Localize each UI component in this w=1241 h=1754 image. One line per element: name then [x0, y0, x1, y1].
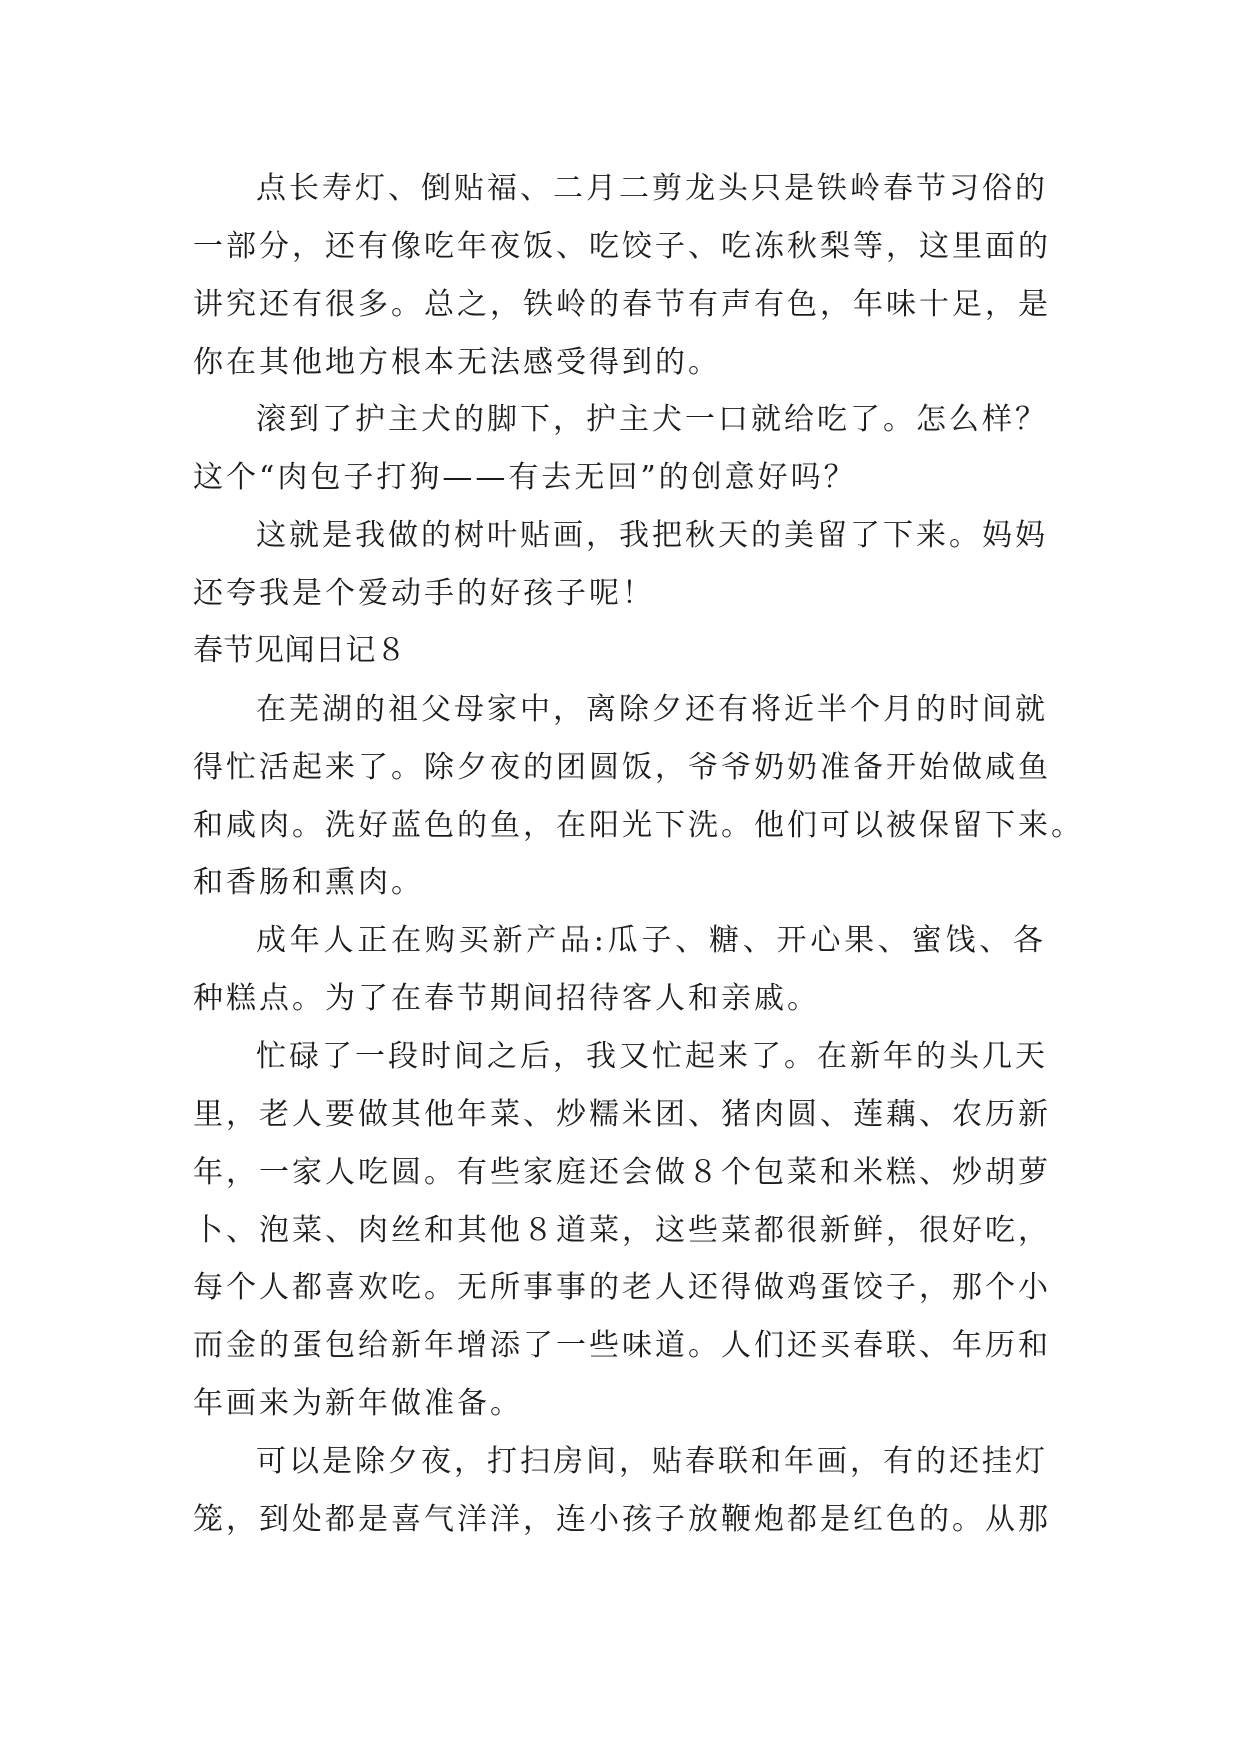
paragraph-line: 卜、泡菜、肉丝和其他８道菜，这些菜都很新鲜，很好吃， — [193, 1213, 1051, 1248]
paragraph-line: 可以是除夕夜，打扫房间，贴春联和年画，有的还挂灯 — [256, 1444, 1048, 1479]
paragraph-line: 一部分，还有像吃年夜饭、吃饺子、吃冻秋梨等，这里面的 — [193, 229, 1051, 264]
paragraph-line: 成年人正在购买新产品:瓜子、糖、开心果、蜜饯、各 — [256, 923, 1046, 958]
paragraph-line: 里，老人要做其他年菜、炒糯米团、猪肉圆、莲藕、农历新 — [193, 1097, 1051, 1132]
paragraph-line: 而金的蛋包给新年增添了一些味道。人们还买春联、年历和 — [193, 1328, 1051, 1363]
paragraph-line: 还夸我是个爱动手的好孩子呢！ — [193, 576, 655, 611]
paragraph-line: 得忙活起来了。除夕夜的团圆饭，爷爷奶奶准备开始做咸鱼 — [193, 750, 1051, 785]
paragraph-line: 点长寿灯、倒贴福、二月二剪龙头只是铁岭春节习俗的 — [256, 171, 1048, 206]
paragraph-line: 种糕点。为了在春节期间招待客人和亲戚。 — [193, 981, 820, 1016]
paragraph-line: 在芜湖的祖父母家中，离除夕还有将近半个月的时间就 — [256, 692, 1048, 727]
paragraph-line: 每个人都喜欢吃。无所事事的老人还得做鸡蛋饺子，那个小 — [193, 1270, 1051, 1305]
paragraph-line: 年画来为新年做准备。 — [193, 1386, 523, 1421]
paragraph-line: 这就是我做的树叶贴画，我把秋天的美留了下来。妈妈 — [256, 518, 1048, 553]
paragraph-line: 忙碌了一段时间之后，我又忙起来了。在新年的头几天 — [256, 1039, 1048, 1074]
section-title: 春节见闻日记８ — [193, 633, 407, 668]
paragraph-line: 这个“肉包子打狗——有去无回”的创意好吗？ — [193, 460, 857, 495]
paragraph-line: 你在其他地方根本无法感受得到的。 — [193, 345, 721, 380]
paragraph-line: 滚到了护主犬的脚下，护主犬一口就给吃了。怎么样？ — [256, 402, 1048, 437]
paragraph-line: 和咸肉。洗好蓝色的鱼，在阳光下洗。他们可以被保留下来。 — [193, 808, 1084, 843]
paragraph-line: 讲究还有很多。总之，铁岭的春节有声有色，年味十足，是 — [193, 287, 1051, 322]
paragraph-line: 和香肠和熏肉。 — [193, 865, 424, 900]
paragraph-line: 年，一家人吃圆。有些家庭还会做８个包菜和米糕、炒胡萝 — [193, 1155, 1051, 1190]
paragraph-line: 笼，到处都是喜气洋洋，连小孩子放鞭炮都是红色的。从那 — [193, 1502, 1051, 1537]
